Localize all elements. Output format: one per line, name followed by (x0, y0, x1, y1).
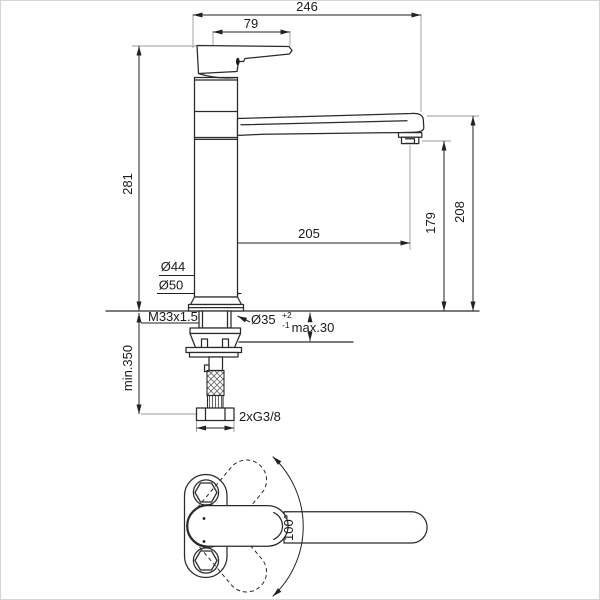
hose-crimp-sleeve (208, 396, 224, 409)
leader-hole-diameter (238, 316, 251, 322)
under-counter-assembly (186, 311, 242, 421)
fixing-wing-nut (190, 334, 241, 348)
dimension-labels (120, 1, 467, 424)
label-hole-tol-plus: +2 (282, 310, 292, 320)
label-shank-thread: M33x1.5 (148, 309, 198, 324)
label-base-diameter: Ø50 (158, 277, 184, 293)
faucet-dimension-drawing (1, 1, 599, 599)
handle-dot-bottom (203, 540, 206, 543)
lever-pivot-dot (236, 58, 240, 66)
label-height-above-deck: 281 (120, 173, 135, 195)
aerator-lip (399, 133, 422, 138)
faucet-side (189, 46, 424, 312)
side-view (106, 1, 479, 432)
aerator-body (402, 137, 419, 143)
handle-plan (188, 506, 288, 547)
label-supply-connection: 2xG3/8 (239, 409, 281, 424)
connection-nut (197, 408, 235, 421)
label-swivel-angle: 100° (281, 514, 296, 541)
spout-plan (284, 512, 427, 543)
label-lever-length: 79 (243, 16, 259, 31)
label-spout-reach: 205 (298, 226, 320, 241)
faucet-column (195, 78, 238, 298)
ext-nut-width (197, 422, 235, 433)
label-total-width: 246 (296, 1, 318, 14)
handle-dot-top (203, 517, 206, 520)
washer-lower (190, 353, 239, 358)
plan-view (180, 452, 427, 599)
label-max-deck-thickness: max.30 (291, 320, 335, 335)
base-cone (191, 297, 242, 305)
label-spout-height: 208 (452, 201, 467, 223)
braided-hose (207, 371, 224, 396)
fixing-nut-flange (190, 328, 241, 334)
label-min-hose-length: min.350 (120, 344, 135, 392)
label-hole-tol-minus: -1 (282, 320, 290, 330)
hose-stem (209, 357, 223, 371)
threaded-shank (199, 311, 231, 328)
washer-upper (186, 348, 242, 353)
label-body-diameter: Ø44 (160, 259, 186, 274)
lever-handle (197, 46, 292, 74)
label-outlet-height: 179 (423, 212, 438, 234)
label-hole-diameter: Ø35 (251, 312, 276, 327)
